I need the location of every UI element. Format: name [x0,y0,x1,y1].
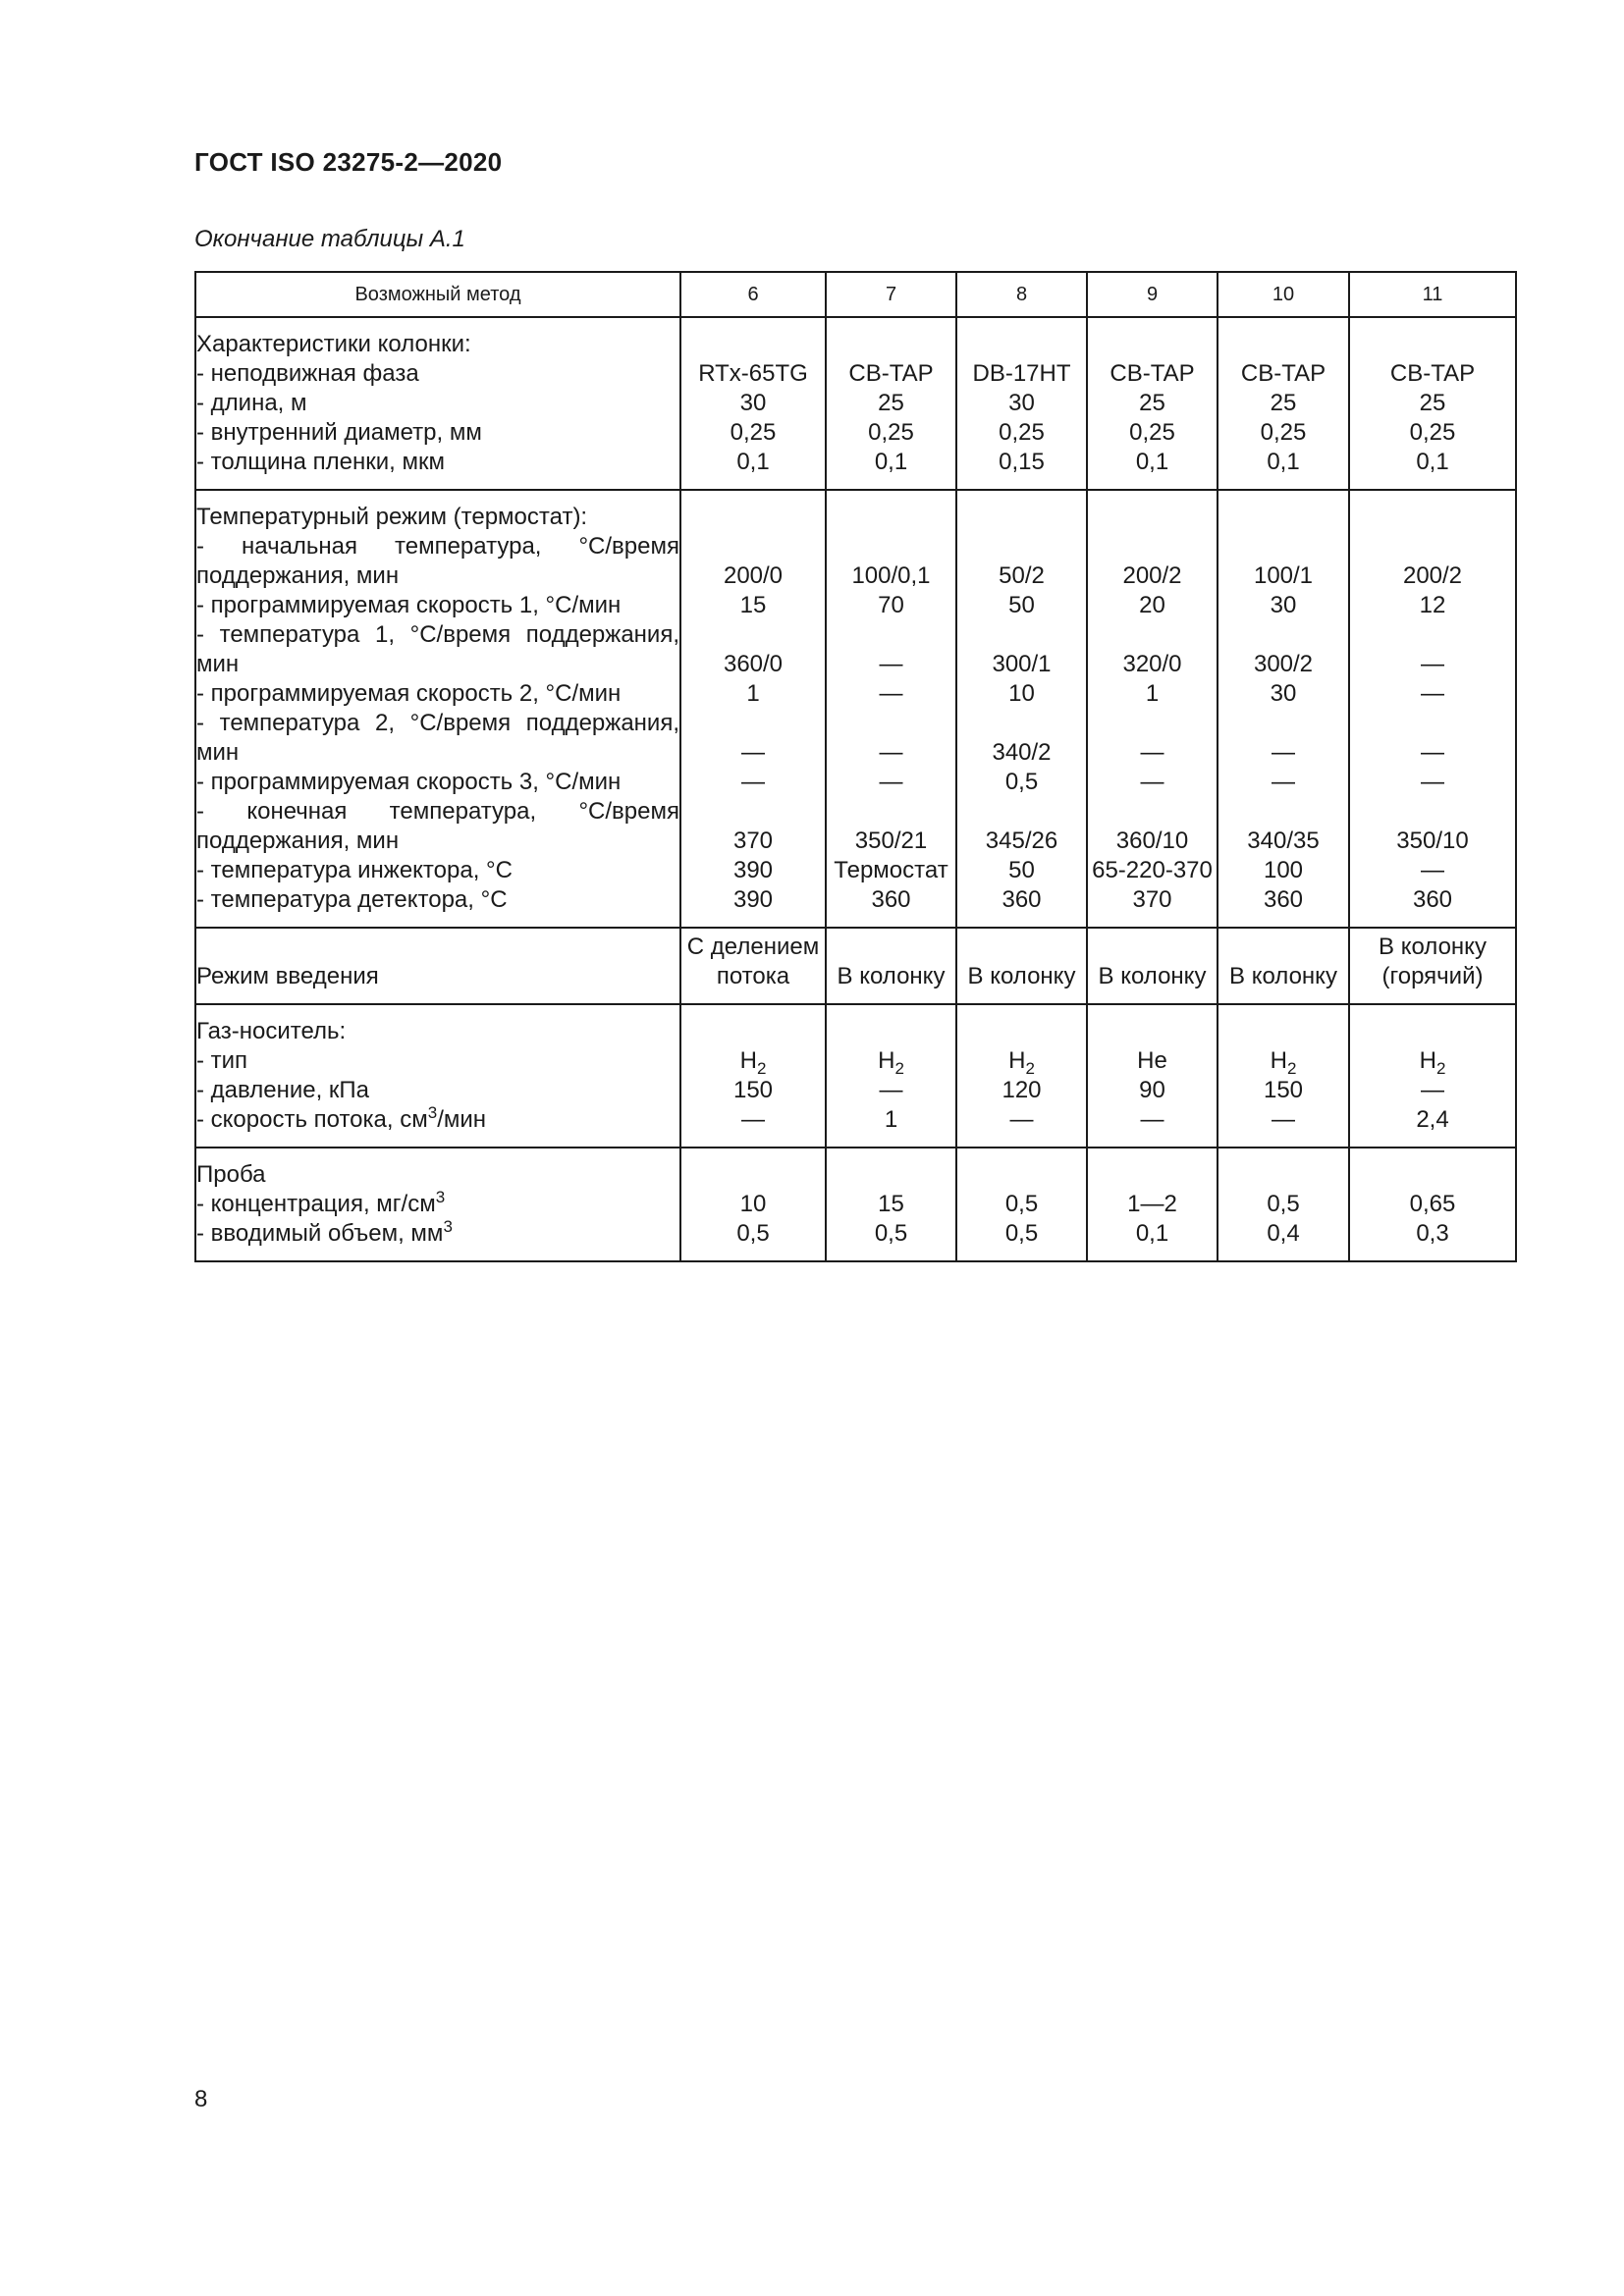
cell: — [680,709,826,768]
cell: 30 [1218,591,1349,620]
cell: 65-220-370 [1087,856,1218,885]
cell: 0,1 [1087,1219,1218,1261]
cell: 0,1 [1349,448,1516,490]
cell: — [1218,768,1349,797]
cell: 1 [826,1105,956,1148]
cell: 50 [956,856,1087,885]
cell: — [826,620,956,679]
cell: В колонку [1087,928,1218,1004]
cell: — [826,679,956,709]
cell: 200/2 [1349,532,1516,591]
header-method-9: 9 [1087,272,1218,317]
page-number: 8 [194,2086,208,2112]
cell: 360 [826,885,956,928]
cell: В колонку [826,928,956,1004]
section-title: Характеристики колонки: [195,317,680,359]
row-label: - скорость потока, $см^3$/мин [195,1105,680,1148]
section-title: Проба [195,1148,680,1190]
table-row [195,885,1516,928]
header-method-8: 8 [956,272,1087,317]
table-row [195,389,1516,418]
header-method-7: 7 [826,272,956,317]
cell: CB-TAP [1349,359,1516,389]
cell: 370 [680,797,826,856]
cell: 200/2 [1087,532,1218,591]
cell: — [826,768,956,797]
cell: 0,25 [1087,418,1218,448]
table-row [195,418,1516,448]
header-method-11: 11 [1349,272,1516,317]
cell: 340/2 [956,709,1087,768]
cell: 0,25 [826,418,956,448]
cell: 0,3 [1349,1219,1516,1261]
cell: 0,1 [1218,448,1349,490]
header-label: Возможный метод [195,272,680,317]
cell: 150 [680,1076,826,1105]
table-row [195,1190,1516,1219]
cell: 0,5 [956,1190,1087,1219]
cell: 360/0 [680,620,826,679]
document-title: ГОСТ ISO 23275-2—2020 [194,147,503,177]
cell: 345/26 [956,797,1087,856]
cell: В колонку [1218,928,1349,1004]
cell: 0,5 [1218,1190,1349,1219]
cell: 0,5 [680,1219,826,1261]
cell: 50/2 [956,532,1087,591]
cell: 1—2 [1087,1190,1218,1219]
row-label: - вводимый объем, $мм^3$ [195,1219,680,1261]
row-label: - температура 1, °C/время поддержания, мин [196,621,679,677]
row-label: - температура инжектора, °C [195,856,680,885]
temperature-section [195,490,1516,928]
table-row [195,448,1516,490]
cell: 350/21 [826,797,956,856]
cell: — [1349,679,1516,709]
cell: 150 [1218,1076,1349,1105]
table-row [195,1148,1516,1190]
cell: 120 [956,1076,1087,1105]
row-label: - неподвижная фаза [195,359,680,389]
cell: 0,4 [1218,1219,1349,1261]
section-title: Газ-носитель: [195,1004,680,1046]
cell: 0,15 [956,448,1087,490]
cell: — [1087,768,1218,797]
table-row [195,532,1516,591]
cell: — [1349,768,1516,797]
cell: 25 [1218,389,1349,418]
cell: 0,1 [1087,448,1218,490]
table-row [195,1219,1516,1261]
table-row [195,797,1516,856]
table-row [195,1076,1516,1105]
row-label: - программируемая скорость 2, °C/мин [195,679,680,709]
table-row [195,679,1516,709]
row-label: - толщина пленки, мкм [195,448,680,490]
cell: 0,25 [1218,418,1349,448]
table-header-row [195,272,1516,317]
cell: 360/10 [1087,797,1218,856]
cell: $H_2$ [680,1046,826,1076]
cell: 0,5 [956,1219,1087,1261]
cell: 340/35 [1218,797,1349,856]
cell: 0,5 [826,1219,956,1261]
cell: $H_2$ [1349,1046,1516,1076]
cell: — [680,1105,826,1148]
cell: 50 [956,591,1087,620]
section-title: Температурный режим (термостат): [195,490,680,532]
cell: 300/2 [1218,620,1349,679]
cell: 15 [680,591,826,620]
sample-section [195,1148,1516,1261]
row-label: - концентрация, $мг/см^3$ [195,1190,680,1219]
cell: В колонку [956,928,1087,1004]
cell: 90 [1087,1076,1218,1105]
cell: — [1349,709,1516,768]
cell: 350/10 [1349,797,1516,856]
cell: 25 [826,389,956,418]
cell: — [826,709,956,768]
cell: 100/0,1 [826,532,956,591]
cell: 30 [956,389,1087,418]
table-row [195,591,1516,620]
cell: 390 [680,856,826,885]
injection-section [195,928,1516,1004]
cell: 200/0 [680,532,826,591]
row-label: Режим введения [195,928,680,1004]
column-section [195,317,1516,490]
table-row [195,768,1516,797]
cell: 30 [1218,679,1349,709]
cell: — [1087,1105,1218,1148]
cell: С делением потока [680,928,826,1004]
table-row [195,620,1516,679]
table-row [195,856,1516,885]
cell: 300/1 [956,620,1087,679]
table-row [195,1046,1516,1076]
row-label: - температура детектора, °C [195,885,680,928]
cell: — [1349,620,1516,679]
row-label: - длина, м [195,389,680,418]
cell: CB-TAP [826,359,956,389]
row-label: - давление, кПа [195,1076,680,1105]
cell: 10 [680,1190,826,1219]
cell: 0,25 [1349,418,1516,448]
cell: 0,1 [826,448,956,490]
row-label: - внутренний диаметр, мм [195,418,680,448]
cell: 0,5 [956,768,1087,797]
table-row [195,359,1516,389]
header-method-6: 6 [680,272,826,317]
cell: 70 [826,591,956,620]
cell: 370 [1087,885,1218,928]
table-row [195,928,1516,1004]
cell: 1 [680,679,826,709]
cell: He [1087,1046,1218,1076]
cell: 25 [1087,389,1218,418]
cell: 2,4 [1349,1105,1516,1148]
cell: $H_2$ [826,1046,956,1076]
cell: 0,1 [680,448,826,490]
cell: $H_2$ [956,1046,1087,1076]
cell: RTx-65TG [680,359,826,389]
cell: 390 [680,885,826,928]
table-row [195,317,1516,359]
row-label: - начальная температура, °C/время поддержания, мин [196,533,679,589]
table-row [195,1105,1516,1148]
cell: Термостат [826,856,956,885]
cell: DB-17HT [956,359,1087,389]
cell: 100 [1218,856,1349,885]
cell: 15 [826,1190,956,1219]
cell: — [826,1076,956,1105]
method-table [194,271,1517,1262]
table-row [195,709,1516,768]
cell: 0,25 [956,418,1087,448]
table-row [195,490,1516,532]
carrier-gas-section [195,1004,1516,1148]
table-row [195,1004,1516,1046]
cell: — [1218,1105,1349,1148]
cell: 20 [1087,591,1218,620]
cell: — [1087,709,1218,768]
cell: 25 [1349,389,1516,418]
row-label: - конечная температура, °C/время поддержания, мин [196,798,679,854]
cell: — [1349,856,1516,885]
cell: 100/1 [1218,532,1349,591]
cell: 0,25 [680,418,826,448]
row-label: - температура 2, °C/время поддержания, мин [196,710,679,766]
cell: В колонку (горячий) [1349,928,1516,1004]
cell: 30 [680,389,826,418]
cell: — [1349,1076,1516,1105]
cell: 360 [956,885,1087,928]
cell: CB-TAP [1087,359,1218,389]
table-caption: Окончание таблицы А.1 [194,226,465,252]
cell: 0,65 [1349,1190,1516,1219]
cell: CB-TAP [1218,359,1349,389]
header-method-10: 10 [1218,272,1349,317]
cell: 360 [1218,885,1349,928]
cell: — [680,768,826,797]
row-label: - программируемая скорость 1, °C/мин [195,591,680,620]
cell: 1 [1087,679,1218,709]
cell: 10 [956,679,1087,709]
cell: 12 [1349,591,1516,620]
cell: — [1218,709,1349,768]
cell: 360 [1349,885,1516,928]
cell: $H_2$ [1218,1046,1349,1076]
row-label: - программируемая скорость 3, °C/мин [195,768,680,797]
cell: — [956,1105,1087,1148]
row-label: - тип [195,1046,680,1076]
cell: 320/0 [1087,620,1218,679]
